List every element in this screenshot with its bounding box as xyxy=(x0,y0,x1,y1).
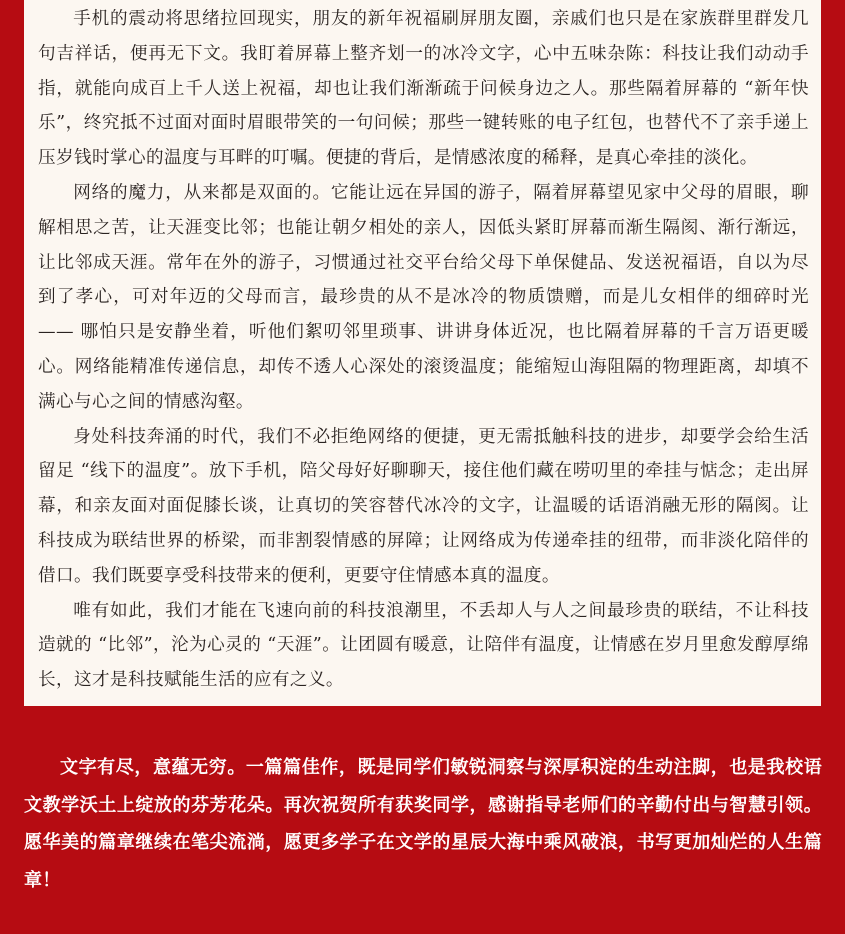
essay-paragraph-2: 网络的魔力，从来都是双面的。它能让远在异国的游子，隔着屏幕望见家中父母的眉眼，聊解相思之苦，让天涯变比邻；也能让朝夕相处的亲人，因低头紧盯屏幕而渐生隔阂、渐行渐远，让比邻成天涯。常年在外的游子，习惯通过社交平台给父母下单保健品、发送祝福语，自以为尽到了孝心，可对年迈的父母而言，最珍贵的从不是冰冷的物质馈赠，而是儿女相伴的细碎时光 —— 哪怕只是安静坐着，听他们絮叨邻里琐事、讲讲身体近况，也比隔着屏幕的千言万语更暖心。网络能精准传递信息，却传不透人心深处的滚烫温度；能缩短山海阻隔的物理距离，却填不满心与心之间的情感沟壑。 xyxy=(38,182,809,412)
essay-paragraph-1: 手机的震动将思绪拉回现实，朋友的新年祝福刷屏朋友圈，亲戚们也只是在家族群里群发几句吉祥话，便再无下文。我盯着屏幕上整齐划一的冰冷文字，心中五味杂陈：科技让我们动动手指，就能向成百上千人送上祝福，却也让我们渐渐疏于问候身边之人。那些隔着屏幕的 “新年快乐”，终究抵不过面对面时眉眼带笑的一句问候；那些一键转账的电子红包，也替代不了亲手递上压岁钱时掌心的温度与耳畔的叮嘱。便捷的背后，是情感浓度的稀释，是真心牵挂的淡化。 xyxy=(38,9,809,169)
essay-paragraph-3: 身处科技奔涌的时代，我们不必拒绝网络的便捷，更无需抵触科技的进步，却要学会给生活留足 “线下的温度”。放下手机，陪父母好好聊聊天，接住他们藏在唠叨里的牵挂与惦念；走出屏幕，和亲友面对面促膝长谈，让真切的笑容替代冰冷的文字，让温暖的话语消融无形的隔阂。让科技成为联结世界的桥梁，而非割裂情感的屏障；让网络成为传递牵挂的纽带，而非淡化陪伴的借口。我们既要享受科技带来的便利，更要守住情感本真的温度。 xyxy=(38,426,809,586)
closing-message: 文字有尽，意蕴无穷。一篇篇佳作，既是同学们敏锐洞察与深厚积淀的生动注脚，也是我校语文教学沃土上绽放的芬芳花朵。再次祝贺所有获奖同学，感谢指导老师们的辛勤付出与智慧引领。愿华美的篇章继续在笔尖流淌，愿更多学子在文学的星辰大海中乘风破浪，书写更加灿烂的人生篇章！ xyxy=(24,757,822,891)
essay-paragraph-4: 唯有如此，我们才能在飞速向前的科技浪潮里，不丢却人与人之间最珍贵的联结，不让科技造就的 “比邻”，沦为心灵的 “天涯”。让团圆有暖意，让陪伴有温度，让情感在岁月里愈发醇厚绵长，这才是科技赋能生活的应有之义。 xyxy=(38,600,809,691)
essay-card xyxy=(24,0,821,706)
